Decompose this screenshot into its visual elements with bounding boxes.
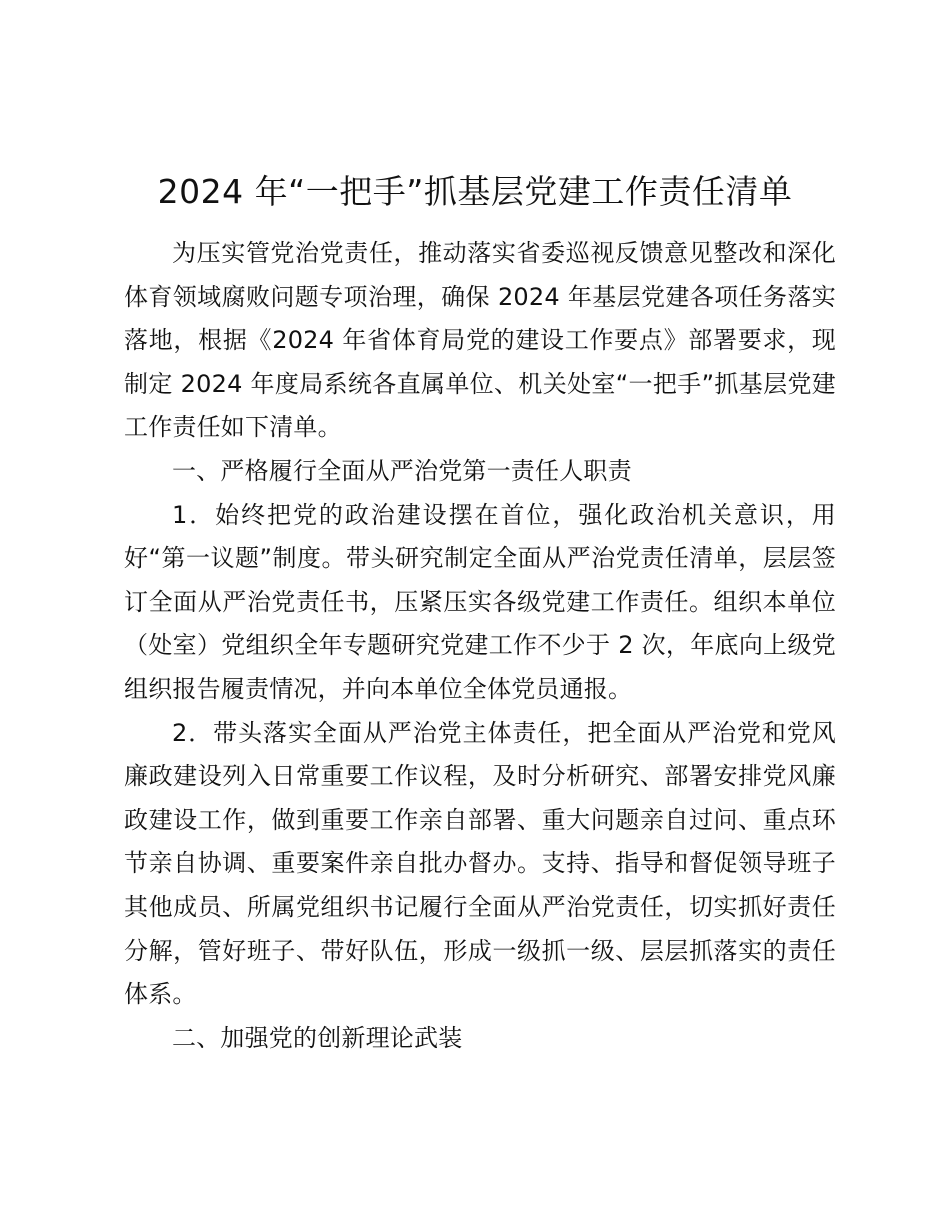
- section-heading-1: 一、严格履行全面从严治党第一责任人职责: [172, 456, 632, 485]
- document-body: [124, 232, 836, 1060]
- document-title: 2024 年“一把手”抓基层党建工作责任清单: [157, 172, 793, 211]
- item-paragraph-2: 2．带头落实全面从严治党主体责任，把全面从严治党和党风廉政建设列入日常重要工作议程，及时分析研究、部署安排党风廉政建设工作，做到重要工作亲自部署、重大问题亲自过问、重点环节亲自协调、重要案件亲自批办督办。支持、指导和督促领导班子其他成员、所属党组织书记履行全面从严治党责任，切实抓好责任分解，管好班子、带好队伍，形成一级抓一级、层层抓落实的责任体系。: [124, 718, 836, 1009]
- item-paragraph-1: 1．始终把党的政治建设摆在首位，强化政治机关意识，用好“第一议题”制度。带头研究制定全面从严治党责任清单，层层签订全面从严治党责任书，压紧压实各级党建工作责任。组织本单位（处室）党组织全年专题研究党建工作不少于 2 次，年底向上级党组织报告履责情况，并向本单位全体党员通报。: [124, 500, 836, 703]
- intro-paragraph: 为压实管党治党责任，推动落实省委巡视反馈意见整改和深化体育领域腐败问题专项治理，确保 2024 年基层党建各项任务落实落地，根据《2024 年省体育局党的建设工作要点》部署要求，现制定 2024 年度局系统各直属单位、机关处室“一把手”抓基层党建工作责任如下清单。: [124, 239, 836, 442]
- section-heading-2: 二、加强党的创新理论武装: [172, 1023, 463, 1052]
